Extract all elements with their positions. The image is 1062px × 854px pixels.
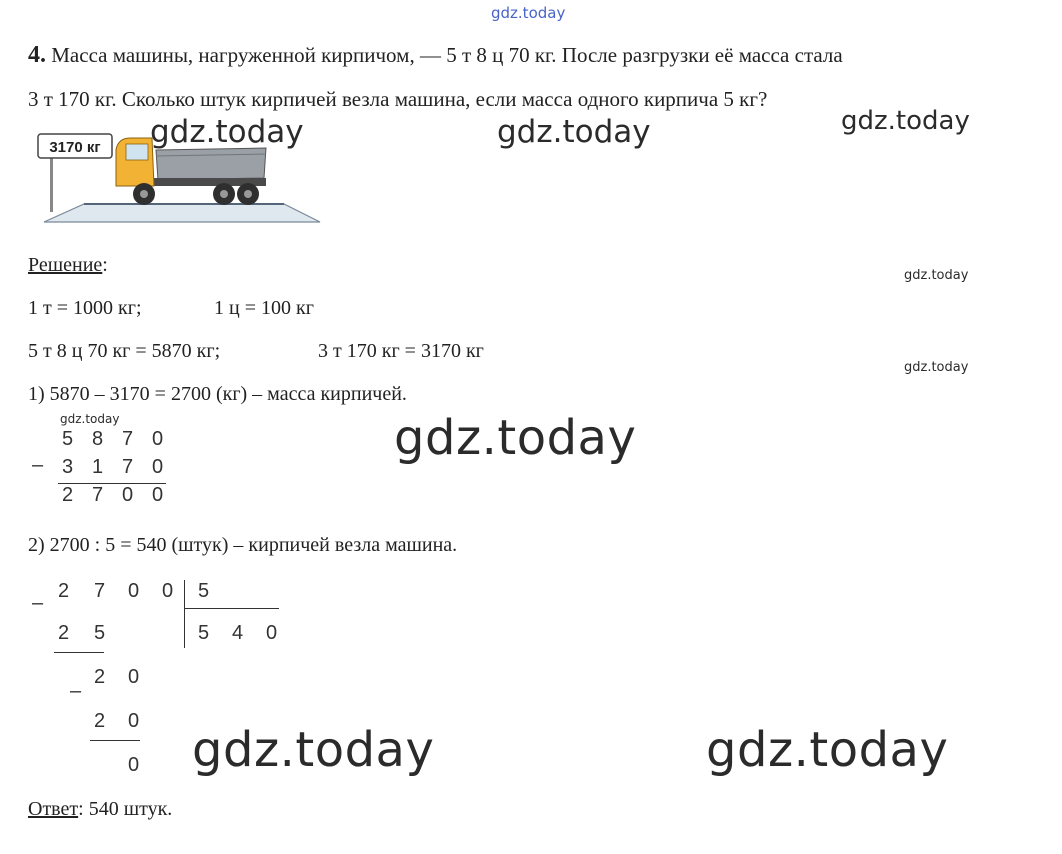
subtrahend-digit: 1 [92,456,104,478]
subtrahend-digit: 7 [122,456,134,478]
division-bar [184,580,185,648]
step-1: 1) 5870 – 3170 = 2700 (кг) – масса кирпичей. [28,383,407,405]
conversion-ton: 1 т = 1000 кг; [28,297,142,319]
minus-sign: – [70,680,82,702]
answer-text: : 540 штук. [78,798,173,820]
solution-heading [28,254,108,277]
watermark: gdz.today [904,268,969,283]
subtrahend-digit: 0 [152,456,164,478]
result-digit: 0 [152,484,164,506]
divisor: 5 [198,580,210,602]
partial-subtrahend-digit: 5 [94,622,106,644]
step-2: 2) 2700 : 5 = 540 (штук) – кирпичей везла машина. [28,534,458,556]
partial-subtrahend-digit: 2 [58,622,70,644]
conversion-empty: 3 т 170 кг = 3170 кг [318,340,484,362]
scale-reading: 3170 кг [49,139,101,156]
dividend-digit: 7 [94,580,106,602]
remainder-digit: 0 [128,666,140,688]
minus-sign: – [32,454,44,476]
partial-line [54,652,104,653]
result-digit: 2 [62,484,74,506]
truck-window [126,144,148,160]
quotient-digit: 4 [232,622,244,644]
minuend-digit: 5 [62,428,74,450]
watermark: gdz.today [60,412,120,426]
task-text-1: Масса машины, нагруженной кирпичом, — 5 т 8 ц 70 кг. После разгрузки её масса стала [51,43,843,67]
answer-label: Ответ [28,798,79,820]
result-line [58,483,166,484]
quotient-digit: 5 [198,622,210,644]
scale-platform [44,204,320,222]
watermark: gdz.today [497,114,651,150]
answer [28,798,172,821]
watermark: gdz.today [904,360,969,375]
final-remainder: 0 [128,754,140,776]
task-line-1 [28,42,843,69]
dividend-digit: 2 [58,580,70,602]
dividend-digit: 0 [128,580,140,602]
minus-sign: – [32,592,44,614]
column-subtraction [30,426,180,510]
watermark-top: gdz.today [491,4,566,22]
conversion-centner: 1 ц = 100 кг [214,297,314,319]
truck-bed [156,148,266,180]
partial-subtrahend-digit: 0 [128,710,140,732]
dividend-digit: 0 [162,580,174,602]
minuend-digit: 0 [152,428,164,450]
task-line-2: 3 т 170 кг. Сколько штук кирпичей везла машина, если масса одного кирпича 5 кг? [28,87,768,111]
solution-heading-colon: : [102,254,108,276]
remainder-digit: 2 [94,666,106,688]
watermark: gdz.today [394,410,637,466]
solution-heading-label: Решение [28,254,103,276]
minuend-digit: 8 [92,428,104,450]
result-digit: 0 [122,484,134,506]
watermark: gdz.today [706,722,949,778]
watermark: gdz.today [150,114,304,150]
watermark: gdz.today [841,106,970,136]
partial-subtrahend-digit: 2 [94,710,106,732]
minuend-digit: 7 [122,428,134,450]
watermark: gdz.today [192,722,435,778]
result-digit: 7 [92,484,104,506]
quotient-line [185,608,279,609]
task-number: 4. [28,42,46,68]
partial-line [90,740,140,741]
subtrahend-digit: 3 [62,456,74,478]
scale-pole [50,154,53,212]
quotient-digit: 0 [266,622,278,644]
conversion-loaded: 5 т 8 ц 70 кг = 5870 кг; [28,340,221,362]
